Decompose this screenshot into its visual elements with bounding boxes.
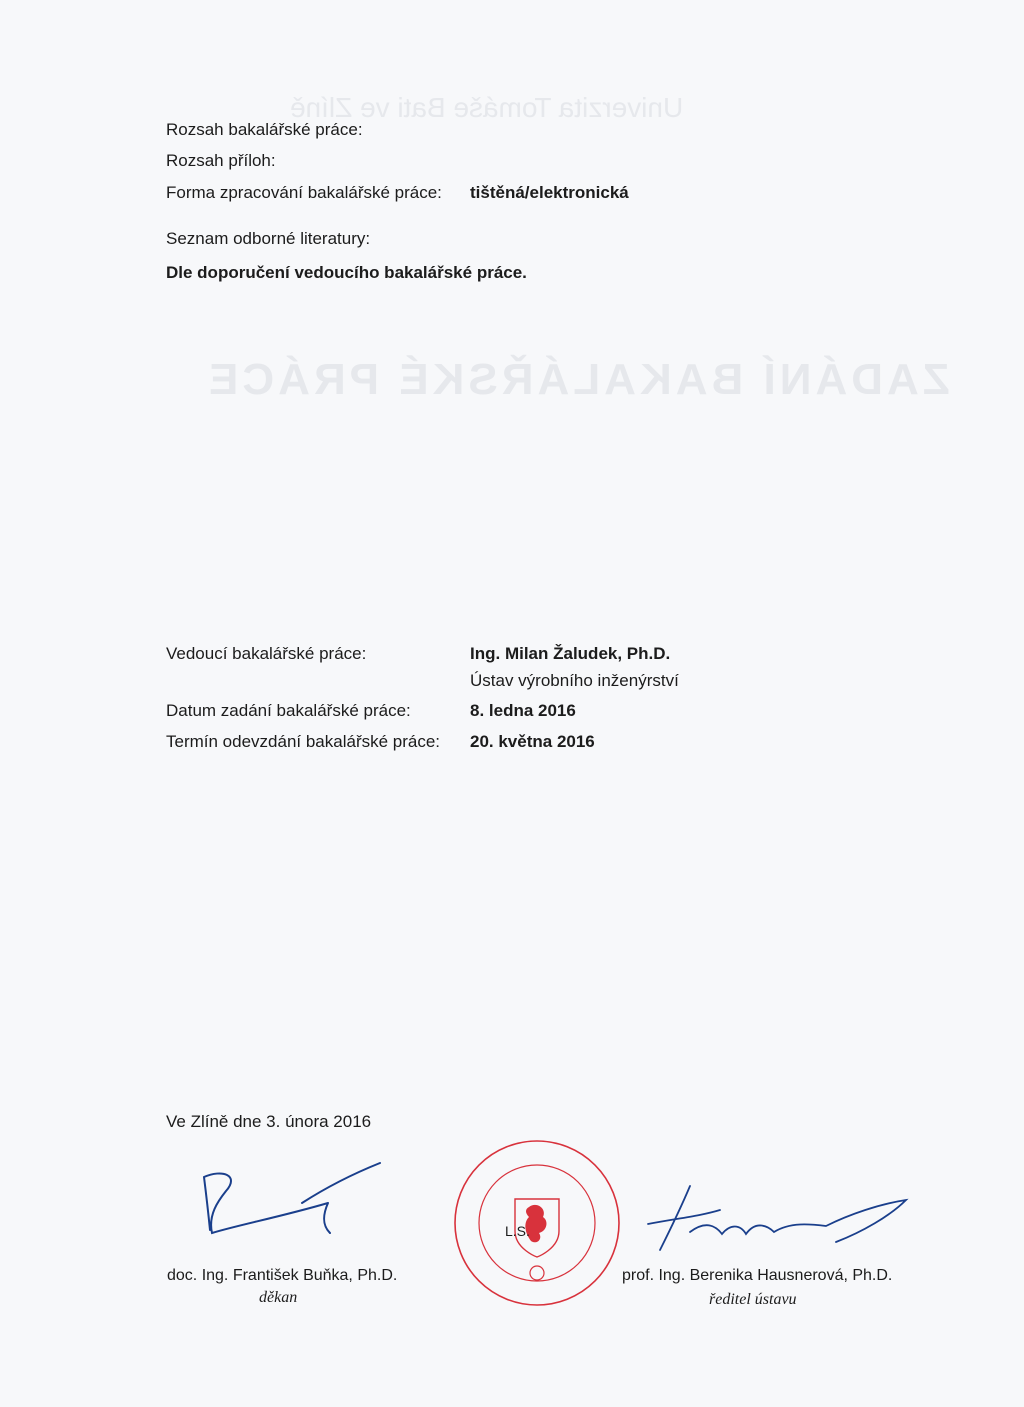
vedouci-ustav: Ústav výrobního inženýrství (470, 671, 679, 690)
seznam-label: Seznam odborné literatury: (166, 229, 371, 248)
forma-label: Forma zpracování bakalářské práce: (166, 183, 442, 202)
vedouci-name: Ing. Milan Žaludek, Ph.D. (470, 644, 671, 663)
dean-name: doc. Ing. František Buňka, Ph.D. (167, 1267, 398, 1284)
place-date: Ve Zlíně dne 3. února 2016 (166, 1112, 372, 1131)
dean-signature-icon (190, 1155, 390, 1245)
forma-value: tištěná/elektronická (470, 183, 629, 202)
stamp-ls: L.S. (505, 1223, 530, 1239)
vedouci-label: Vedoucí bakalářské práce: (166, 644, 367, 663)
rozsah-priloh-label: Rozsah příloh: (166, 151, 276, 170)
director-role: ředitel ústavu (709, 1291, 797, 1308)
dean-role: děkan (259, 1289, 298, 1306)
termin-label: Termín odevzdání bakalářské práce: (166, 732, 441, 751)
seznam-value: Dle doporučení vedoucího bakalářské práce. (166, 263, 527, 282)
datum-label: Datum zadání bakalářské práce: (166, 701, 411, 720)
director-signature-icon (630, 1180, 910, 1260)
termin-value: 20. května 2016 (470, 732, 595, 751)
datum-value: 8. ledna 2016 (470, 701, 576, 720)
bleed-through-title: ZADÁNÍ BAKALÁŘSKÉ PRÁCE (205, 355, 950, 404)
rozsah-prace-label: Rozsah bakalářské práce: (166, 120, 363, 139)
university-stamp-icon (452, 1138, 622, 1308)
director-name: prof. Ing. Berenika Hausnerová, Ph.D. (622, 1267, 893, 1284)
bleed-through-header: Univerzita Tomáše Bati ve Zlíně (290, 92, 684, 123)
